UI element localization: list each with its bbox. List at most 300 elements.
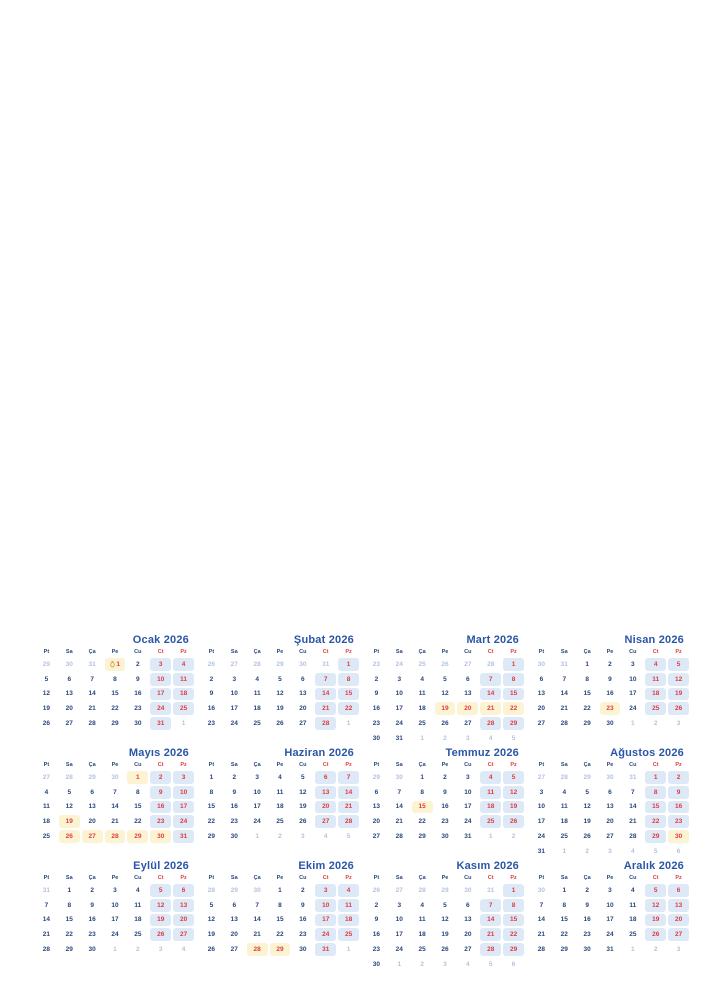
day-number: 26 [583, 833, 591, 841]
day-cell [622, 830, 643, 843]
weekday-header-row [530, 874, 690, 883]
day-cell [292, 702, 313, 715]
week-row [365, 829, 525, 844]
day-number: 22 [134, 818, 142, 826]
day-cell [247, 771, 268, 784]
day-cell [201, 688, 222, 701]
day-number: 22 [652, 818, 660, 826]
day-cell [366, 815, 387, 828]
day-number: 17 [157, 690, 165, 698]
week-row [365, 701, 525, 716]
week-row [35, 657, 195, 672]
weekday-header: Sa [560, 649, 568, 655]
day-number: 4 [346, 886, 351, 894]
day-number: 26 [65, 833, 73, 841]
day-cell [59, 786, 80, 799]
day-number: 14 [253, 916, 261, 924]
day-cell [127, 928, 148, 941]
day-cell [82, 830, 103, 843]
day-cell [36, 702, 57, 715]
day-cell [292, 688, 313, 701]
week-row [35, 883, 195, 898]
week-row [35, 687, 195, 702]
day-number: 9 [90, 901, 94, 909]
week-row [530, 657, 690, 672]
day-number: 18 [253, 705, 261, 713]
day-cell [292, 830, 313, 843]
day-number: 29 [583, 773, 591, 781]
day-number: 31 [606, 946, 614, 954]
week-row [35, 829, 195, 844]
week-row [365, 814, 525, 829]
day-cell [224, 673, 245, 686]
day-cell [389, 688, 410, 701]
day-number: 28 [207, 886, 216, 894]
day-number: 18 [179, 690, 188, 698]
day-number: 28 [629, 833, 637, 841]
day-number: 30 [441, 833, 449, 841]
day-cell [412, 801, 433, 814]
day-cell [668, 658, 689, 671]
day-cell [554, 845, 575, 858]
day-cell [366, 943, 387, 956]
day-cell [366, 702, 387, 715]
day-number: 13 [372, 803, 381, 811]
day-number: 24 [322, 931, 330, 939]
day-cell [366, 958, 387, 971]
day-cell [600, 786, 621, 799]
weekday-header: Pt [208, 762, 215, 768]
day-number: 21 [322, 705, 330, 713]
weekday-header: Sa [230, 875, 238, 881]
day-cell [554, 771, 575, 784]
weekday-header-row [365, 648, 525, 657]
day-number: 6 [232, 901, 237, 909]
day-number: 17 [322, 916, 330, 924]
day-cell [600, 815, 621, 828]
day-number: 11 [42, 803, 50, 811]
day-number: 13 [65, 690, 73, 698]
day-number: 3 [255, 773, 259, 781]
day-cell [645, 928, 666, 941]
day-number: 28 [344, 818, 353, 826]
day-cell [150, 884, 171, 897]
day-number: 7 [631, 788, 635, 796]
day-number: 7 [113, 788, 117, 796]
day-cell [480, 732, 501, 745]
weekday-header: Cu [134, 875, 142, 881]
day-number: 1 [511, 886, 516, 894]
day-number: 24 [464, 818, 472, 826]
day-number: 3 [608, 886, 612, 894]
day-cell [315, 786, 336, 799]
week-row [365, 770, 525, 785]
weekday-header: Pt [208, 649, 215, 655]
day-cell [577, 702, 598, 715]
weekday-header: Pz [675, 762, 682, 768]
day-cell [668, 943, 689, 956]
day-number: 6 [67, 675, 72, 683]
weekday-header-row [35, 761, 195, 770]
day-number: 20 [179, 916, 188, 924]
day-cell [600, 845, 621, 858]
day-cell [366, 928, 387, 941]
day-number: 5 [278, 675, 282, 683]
day-cell [503, 771, 524, 784]
day-cell [82, 928, 103, 941]
day-cell [315, 658, 336, 671]
day-cell [247, 815, 268, 828]
day-cell [389, 830, 410, 843]
day-cell [622, 845, 643, 858]
day-cell [36, 717, 57, 730]
week-row [200, 829, 360, 844]
day-number: 8 [585, 675, 589, 683]
month-haziran-2026 [200, 746, 360, 859]
day-number: 25 [344, 931, 353, 939]
day-number: 1 [116, 660, 121, 668]
day-number: 1 [346, 720, 351, 728]
week-row [530, 913, 690, 928]
day-cell [292, 717, 313, 730]
day-number: 14 [560, 690, 568, 698]
day-number: 20 [322, 803, 330, 811]
day-number: 31 [395, 734, 403, 742]
day-number: 3 [676, 720, 681, 728]
day-cell [554, 717, 575, 730]
day-number: 30 [395, 773, 403, 781]
day-number: 3 [631, 660, 635, 668]
day-cell [600, 771, 621, 784]
day-number: 15 [418, 803, 426, 811]
month-nisan-2026 [530, 633, 690, 746]
day-number: 28 [537, 946, 546, 954]
day-number: 20 [464, 705, 472, 713]
day-cell [36, 914, 57, 927]
day-number: 27 [88, 833, 96, 841]
day-cell [127, 815, 148, 828]
day-cell [457, 732, 478, 745]
day-number: 3 [466, 773, 470, 781]
day-number: 5 [301, 773, 305, 781]
day-cell [127, 688, 148, 701]
day-cell [59, 688, 80, 701]
day-cell [150, 815, 171, 828]
day-cell [668, 702, 689, 715]
weekday-header: Pz [675, 649, 682, 655]
day-cell [389, 771, 410, 784]
weekday-header: Pe [111, 762, 119, 768]
day-number: 24 [395, 660, 403, 668]
week-row [365, 913, 525, 928]
day-cell [59, 899, 80, 912]
day-cell [645, 658, 666, 671]
day-cell [338, 771, 359, 784]
day-cell [435, 899, 456, 912]
day-number: 24 [230, 720, 238, 728]
day-cell [668, 673, 689, 686]
year-calendar [35, 633, 690, 972]
day-number: 27 [65, 720, 73, 728]
day-cell [173, 884, 194, 897]
day-number: 16 [299, 916, 307, 924]
week-row [530, 687, 690, 702]
day-cell [127, 801, 148, 814]
day-number: 14 [322, 690, 330, 698]
day-cell [503, 688, 524, 701]
day-number: 27 [299, 720, 307, 728]
day-cell [270, 801, 291, 814]
day-cell [59, 771, 80, 784]
day-number: 1 [631, 946, 635, 954]
day-number: 22 [560, 931, 568, 939]
day-number: 11 [629, 901, 637, 909]
day-number: 16 [207, 705, 216, 713]
day-cell [366, 884, 387, 897]
day-number: 29 [652, 833, 660, 841]
day-number: 23 [372, 660, 381, 668]
week-row [365, 731, 525, 746]
day-number: 4 [631, 886, 635, 894]
day-number: 21 [487, 705, 495, 713]
day-cell [201, 899, 222, 912]
weekday-header: Pz [345, 649, 352, 655]
day-cell [292, 928, 313, 941]
day-cell [315, 943, 336, 956]
day-number: 9 [158, 788, 163, 796]
day-cell [224, 830, 245, 843]
day-cell [480, 717, 501, 730]
day-cell [315, 717, 336, 730]
day-cell [412, 786, 433, 799]
day-number: 14 [88, 690, 96, 698]
day-number: 2 [301, 886, 305, 894]
day-number: 18 [560, 818, 568, 826]
day-number: 7 [255, 901, 259, 909]
day-cell [270, 786, 291, 799]
week-row [35, 913, 195, 928]
weekday-header-row [365, 874, 525, 883]
day-number: 2 [374, 675, 379, 683]
day-number: 2 [443, 773, 447, 781]
day-number: 15 [509, 690, 518, 698]
day-cell [457, 815, 478, 828]
day-cell [105, 884, 126, 897]
day-number: 22 [276, 931, 284, 939]
day-cell [503, 702, 524, 715]
day-cell [600, 801, 621, 814]
day-cell [503, 786, 524, 799]
day-number: 15 [276, 916, 284, 924]
day-number: 9 [585, 901, 589, 909]
day-number: 13 [299, 690, 307, 698]
day-cell [600, 899, 621, 912]
day-cell [480, 801, 501, 814]
day-number: 26 [207, 660, 216, 668]
day-number: 8 [346, 675, 351, 683]
day-number: 26 [441, 720, 449, 728]
day-cell [503, 658, 524, 671]
week-row [365, 927, 525, 942]
day-cell [412, 884, 433, 897]
day-number: 12 [276, 690, 284, 698]
day-number: 9 [608, 675, 612, 683]
weekday-header: Sa [230, 649, 238, 655]
day-number: 7 [539, 901, 544, 909]
day-cell [645, 786, 666, 799]
day-cell [435, 801, 456, 814]
day-cell [247, 830, 268, 843]
day-number: 20 [230, 931, 238, 939]
day-number: 28 [560, 720, 568, 728]
day-cell [668, 786, 689, 799]
day-number: 1 [488, 833, 493, 841]
day-number: 7 [397, 788, 402, 796]
day-number: 12 [207, 916, 216, 924]
day-cell [412, 958, 433, 971]
day-number: 20 [537, 705, 546, 713]
day-cell [645, 884, 666, 897]
new-year-holiday-icon [110, 661, 115, 668]
day-number: 28 [111, 833, 119, 841]
weekday-header: Pt [373, 875, 380, 881]
day-cell [105, 899, 126, 912]
day-number: 13 [179, 901, 188, 909]
day-cell [315, 702, 336, 715]
day-cell [457, 958, 478, 971]
weekday-header-row [200, 874, 360, 883]
day-number: 19 [42, 705, 51, 713]
day-cell [105, 771, 126, 784]
day-number: 28 [487, 720, 495, 728]
day-number: 18 [629, 916, 637, 924]
day-cell [173, 717, 194, 730]
day-number: 23 [674, 818, 683, 826]
day-cell [127, 786, 148, 799]
day-number: 10 [111, 901, 119, 909]
day-cell [338, 884, 359, 897]
day-cell [105, 801, 126, 814]
day-cell [389, 943, 410, 956]
day-cell [389, 801, 410, 814]
day-number: 27 [372, 833, 381, 841]
day-cell [480, 943, 501, 956]
day-cell [531, 914, 552, 927]
day-number: 20 [372, 818, 381, 826]
day-number: 22 [583, 705, 591, 713]
day-number: 1 [420, 734, 424, 742]
day-number: 19 [441, 705, 449, 713]
day-cell [292, 914, 313, 927]
day-cell [173, 830, 194, 843]
day-number: 29 [42, 660, 51, 668]
day-number: 15 [560, 916, 568, 924]
day-number: 29 [418, 833, 426, 841]
day-number: 13 [230, 916, 238, 924]
day-cell [338, 717, 359, 730]
day-cell [201, 914, 222, 927]
day-cell [366, 786, 387, 799]
day-number: 15 [583, 690, 591, 698]
day-cell [338, 801, 359, 814]
day-cell [531, 702, 552, 715]
day-cell [247, 673, 268, 686]
week-row [530, 800, 690, 815]
day-number: 26 [674, 705, 683, 713]
day-cell [366, 732, 387, 745]
day-number: 14 [42, 916, 51, 924]
day-cell [105, 830, 126, 843]
week-row [200, 814, 360, 829]
weekday-header: Pt [538, 875, 545, 881]
weekday-header: Pe [111, 875, 119, 881]
day-cell [82, 815, 103, 828]
day-number: 4 [653, 660, 658, 668]
day-cell [366, 658, 387, 671]
day-cell [366, 899, 387, 912]
week-row [200, 770, 360, 785]
day-cell [173, 943, 194, 956]
day-number: 4 [420, 901, 424, 909]
day-cell [173, 801, 194, 814]
day-cell [668, 771, 689, 784]
weekday-header: Pe [606, 649, 614, 655]
day-cell [554, 830, 575, 843]
weekday-header: Cu [134, 762, 142, 768]
day-number: 2 [374, 901, 379, 909]
day-number: 6 [511, 960, 516, 968]
day-number: 3 [301, 833, 305, 841]
day-number: 13 [464, 916, 472, 924]
day-number: 23 [134, 705, 142, 713]
day-number: 22 [418, 818, 426, 826]
day-cell [224, 771, 245, 784]
day-cell [247, 914, 268, 927]
day-cell [224, 815, 245, 828]
day-cell [480, 914, 501, 927]
day-number: 2 [420, 960, 424, 968]
day-cell [503, 884, 524, 897]
month-ubat-2026 [200, 633, 360, 746]
day-cell [173, 786, 194, 799]
day-number: 5 [209, 901, 214, 909]
week-row [200, 687, 360, 702]
day-cell [315, 801, 336, 814]
day-number: 28 [88, 720, 96, 728]
day-number: 9 [209, 690, 214, 698]
day-cell [622, 688, 643, 701]
day-cell [150, 717, 171, 730]
day-cell [224, 658, 245, 671]
day-cell [412, 928, 433, 941]
day-cell [457, 943, 478, 956]
day-cell [577, 845, 598, 858]
day-cell [224, 717, 245, 730]
day-number: 6 [608, 788, 612, 796]
day-cell [150, 702, 171, 715]
day-number: 29 [276, 946, 284, 954]
day-cell [554, 786, 575, 799]
day-number: 12 [42, 690, 51, 698]
day-number: 11 [134, 901, 142, 909]
day-cell [480, 688, 501, 701]
day-number: 18 [487, 803, 495, 811]
month-title: Temmuz 2026 [445, 747, 519, 759]
month-title: Ocak 2026 [132, 634, 189, 646]
day-cell [338, 914, 359, 927]
day-cell [292, 801, 313, 814]
day-cell [292, 815, 313, 828]
